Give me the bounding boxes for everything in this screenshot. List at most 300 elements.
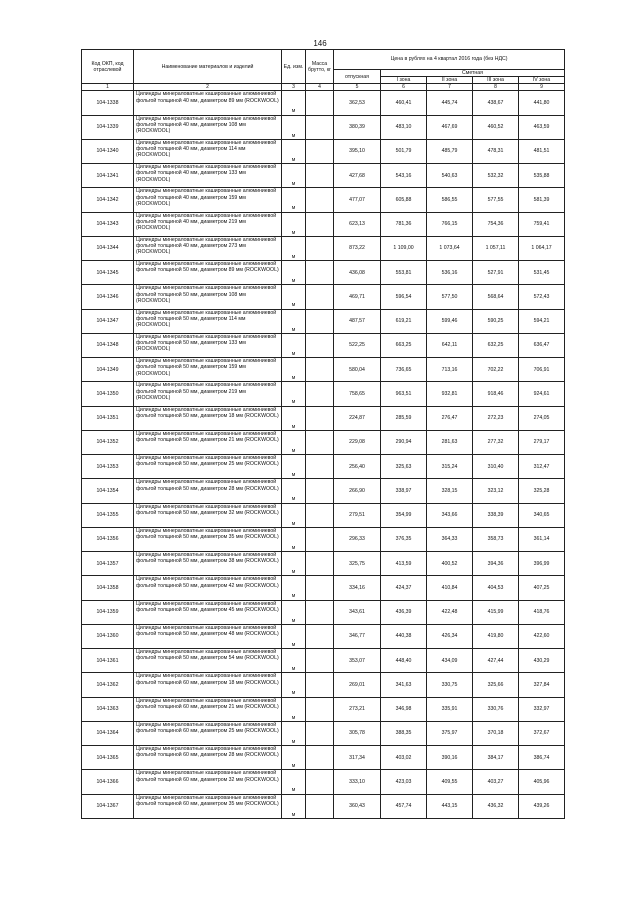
col-number: 5 [334,84,381,91]
cell-zone-3-price: 527,91 [473,261,519,285]
table-body [82,91,565,819]
cell-zone-3-price: 532,32 [473,164,519,188]
cell-zone-4-price: 572,43 [519,285,565,309]
cell-zone-3-price: 419,80 [473,624,519,648]
cell-zone-1-price: 483,10 [381,115,427,139]
cell-zone-1-price: 543,16 [381,164,427,188]
cell-zone-2-price: 577,50 [427,285,473,309]
table-row [82,600,565,624]
cell-zone-3-price: 358,73 [473,527,519,551]
header-estimate: Сметная [381,70,565,77]
cell-unit: м [282,624,306,648]
cell-zone-1-price: 290,94 [381,430,427,454]
cell-zone-2-price: 713,16 [427,358,473,382]
cell-name: Цилиндры минераловатные кашированные алюминиевой фольгой толщиной 40 мм, диаметром 159 мм (ROCKWOOL) [134,188,282,212]
cell-zone-3-price: 702,22 [473,358,519,382]
cell-zone-4-price: 332,97 [519,697,565,721]
cell-zone-4-price: 594,21 [519,309,565,333]
cell-zone-1-price: 423,03 [381,770,427,794]
cell-mass [306,188,334,212]
cell-mass [306,358,334,382]
cell-zone-1-price: 424,37 [381,576,427,600]
cell-code: 104-1352 [82,430,134,454]
page-number: 146 [313,39,327,48]
cell-zone-4-price: 386,74 [519,746,565,770]
cell-unit: м [282,188,306,212]
cell-name: Цилиндры минераловатные кашированные алюминиевой фольгой толщиной 60 мм, диаметром 21 мм (ROCKWOOL) [134,697,282,721]
table-row [82,697,565,721]
cell-mass [306,236,334,260]
cell-zone-2-price: 422,48 [427,600,473,624]
cell-code: 104-1358 [82,576,134,600]
cell-mass [306,285,334,309]
cell-zone-1-price: 501,79 [381,139,427,163]
cell-zone-2-price: 409,55 [427,770,473,794]
cell-wholesale-price: 362,53 [334,91,381,115]
cell-code: 104-1349 [82,358,134,382]
cell-name: Цилиндры минераловатные кашированные алюминиевой фольгой толщиной 60 мм, диаметром 28 мм (ROCKWOOL) [134,746,282,770]
cell-unit: м [282,600,306,624]
cell-mass [306,624,334,648]
cell-zone-2-price: 330,75 [427,673,473,697]
cell-zone-4-price: 531,45 [519,261,565,285]
cell-unit: м [282,455,306,479]
cell-zone-3-price: 427,44 [473,649,519,673]
cell-zone-1-price: 1 109,00 [381,236,427,260]
cell-zone-4-price: 312,47 [519,455,565,479]
price-table [81,49,565,819]
header-name: Наименование материалов и изделий [134,50,282,84]
cell-mass [306,649,334,673]
table-row [82,552,565,576]
cell-zone-2-price: 445,74 [427,91,473,115]
cell-mass [306,139,334,163]
cell-name: Цилиндры минераловатные кашированные алюминиевой фольгой толщиной 40 мм, диаметром 219 мм (ROCKWOOL) [134,212,282,236]
table-row [82,746,565,770]
cell-unit: м [282,164,306,188]
cell-zone-4-price: 430,29 [519,649,565,673]
cell-zone-2-price: 586,55 [427,188,473,212]
cell-unit: м [282,721,306,745]
cell-code: 104-1354 [82,479,134,503]
cell-code: 104-1350 [82,382,134,406]
table-row [82,406,565,430]
cell-code: 104-1366 [82,770,134,794]
cell-mass [306,261,334,285]
cell-wholesale-price: 395,10 [334,139,381,163]
cell-code: 104-1360 [82,624,134,648]
cell-code: 104-1341 [82,164,134,188]
cell-zone-4-price: 463,59 [519,115,565,139]
cell-zone-3-price: 310,40 [473,455,519,479]
cell-zone-1-price: 346,98 [381,697,427,721]
col-number: 4 [306,84,334,91]
cell-zone-2-price: 315,24 [427,455,473,479]
cell-zone-1-price: 963,51 [381,382,427,406]
cell-wholesale-price: 343,61 [334,600,381,624]
cell-name: Цилиндры минераловатные кашированные алюминиевой фольгой толщиной 50 мм, диаметром 54 мм (ROCKWOOL) [134,649,282,673]
cell-zone-1-price: 553,81 [381,261,427,285]
cell-mass [306,503,334,527]
cell-name: Цилиндры минераловатные кашированные алюминиевой фольгой толщиной 50 мм, диаметром 42 мм (ROCKWOOL) [134,576,282,600]
cell-code: 104-1367 [82,794,134,818]
cell-wholesale-price: 317,34 [334,746,381,770]
col-number: 7 [427,84,473,91]
cell-wholesale-price: 873,22 [334,236,381,260]
cell-unit: м [282,358,306,382]
cell-zone-1-price: 403,02 [381,746,427,770]
cell-zone-3-price: 384,17 [473,746,519,770]
cell-zone-2-price: 426,34 [427,624,473,648]
cell-unit: м [282,309,306,333]
cell-code: 104-1348 [82,333,134,357]
table-row [82,91,565,115]
col-number: 8 [473,84,519,91]
column-number-row [82,84,565,91]
cell-wholesale-price: 436,08 [334,261,381,285]
cell-zone-3-price: 568,64 [473,285,519,309]
cell-zone-4-price: 636,47 [519,333,565,357]
table-row [82,139,565,163]
cell-zone-3-price: 370,18 [473,721,519,745]
cell-unit: м [282,115,306,139]
cell-code: 104-1359 [82,600,134,624]
cell-wholesale-price: 380,39 [334,115,381,139]
cell-zone-3-price: 415,99 [473,600,519,624]
cell-code: 104-1357 [82,552,134,576]
cell-zone-1-price: 376,35 [381,527,427,551]
cell-zone-2-price: 343,66 [427,503,473,527]
cell-name: Цилиндры минераловатные кашированные алюминиевой фольгой толщиной 50 мм, диаметром 114 мм (ROCKWOOL) [134,309,282,333]
col-number: 2 [134,84,282,91]
cell-zone-2-price: 536,16 [427,261,473,285]
cell-unit: м [282,285,306,309]
cell-mass [306,794,334,818]
cell-zone-2-price: 932,81 [427,382,473,406]
table-row [82,358,565,382]
cell-name: Цилиндры минераловатные кашированные алюминиевой фольгой толщиной 60 мм, диаметром 32 мм (ROCKWOOL) [134,770,282,794]
cell-zone-4-price: 325,28 [519,479,565,503]
cell-zone-4-price: 481,51 [519,139,565,163]
cell-zone-3-price: 754,36 [473,212,519,236]
cell-zone-4-price: 396,99 [519,552,565,576]
cell-zone-3-price: 338,39 [473,503,519,527]
header-zone-3: III зона [473,77,519,84]
cell-zone-1-price: 325,63 [381,455,427,479]
cell-name: Цилиндры минераловатные кашированные алюминиевой фольгой толщиной 60 мм, диаметром 25 мм (ROCKWOOL) [134,721,282,745]
table-row [82,624,565,648]
cell-zone-2-price: 766,15 [427,212,473,236]
cell-zone-1-price: 354,99 [381,503,427,527]
cell-zone-1-price: 736,65 [381,358,427,382]
cell-wholesale-price: 427,68 [334,164,381,188]
cell-mass [306,115,334,139]
cell-mass [306,721,334,745]
header-code: Код ОКП, код отраслевой [82,50,134,84]
cell-wholesale-price: 256,40 [334,455,381,479]
cell-unit: м [282,576,306,600]
cell-mass [306,527,334,551]
cell-unit: м [282,697,306,721]
cell-name: Цилиндры минераловатные кашированные алюминиевой фольгой толщиной 40 мм, диаметром 108 мм (ROCKWOOL) [134,115,282,139]
cell-code: 104-1338 [82,91,134,115]
table-row [82,721,565,745]
cell-zone-4-price: 441,80 [519,91,565,115]
cell-zone-2-price: 328,15 [427,479,473,503]
cell-zone-3-price: 632,25 [473,333,519,357]
cell-zone-2-price: 390,16 [427,746,473,770]
cell-zone-3-price: 404,53 [473,576,519,600]
cell-zone-3-price: 436,32 [473,794,519,818]
cell-unit: м [282,91,306,115]
cell-zone-3-price: 478,31 [473,139,519,163]
cell-name: Цилиндры минераловатные кашированные алюминиевой фольгой толщиной 40 мм, диаметром 133 мм (ROCKWOOL) [134,164,282,188]
cell-unit: м [282,406,306,430]
cell-zone-2-price: 400,52 [427,552,473,576]
cell-zone-2-price: 642,11 [427,333,473,357]
cell-wholesale-price: 522,25 [334,333,381,357]
table-row [82,576,565,600]
cell-name: Цилиндры минераловатные кашированные алюминиевой фольгой толщиной 50 мм, диаметром 108 мм (ROCKWOOL) [134,285,282,309]
cell-mass [306,430,334,454]
cell-zone-2-price: 540,63 [427,164,473,188]
table-row [82,164,565,188]
cell-unit: м [282,139,306,163]
cell-code: 104-1363 [82,697,134,721]
header-zone-4: IV зона [519,77,565,84]
header-zone-1: I зона [381,77,427,84]
cell-zone-1-price: 781,36 [381,212,427,236]
table-row [82,455,565,479]
cell-code: 104-1364 [82,721,134,745]
cell-zone-1-price: 448,40 [381,649,427,673]
cell-zone-2-price: 281,63 [427,430,473,454]
cell-wholesale-price: 487,57 [334,309,381,333]
cell-zone-2-price: 364,33 [427,527,473,551]
cell-wholesale-price: 279,51 [334,503,381,527]
table-row [82,794,565,818]
cell-code: 104-1346 [82,285,134,309]
cell-unit: м [282,430,306,454]
cell-code: 104-1345 [82,261,134,285]
cell-zone-1-price: 605,88 [381,188,427,212]
table-row [82,503,565,527]
cell-name: Цилиндры минераловатные кашированные алюминиевой фольгой толщиной 50 мм, диаметром 159 мм (ROCKWOOL) [134,358,282,382]
cell-name: Цилиндры минераловатные кашированные алюминиевой фольгой толщиной 40 мм, диаметром 273 мм (ROCKWOOL) [134,236,282,260]
col-number: 6 [381,84,427,91]
cell-zone-1-price: 440,38 [381,624,427,648]
cell-zone-3-price: 918,46 [473,382,519,406]
header-unit: Ед. изм. [282,50,306,84]
table-row [82,212,565,236]
cell-code: 104-1340 [82,139,134,163]
table-row [82,236,565,260]
cell-wholesale-price: 333,10 [334,770,381,794]
cell-wholesale-price: 469,71 [334,285,381,309]
cell-name: Цилиндры минераловатные кашированные алюминиевой фольгой толщиной 40 мм, диаметром 89 мм (ROCKWOOL) [134,91,282,115]
cell-unit: м [282,503,306,527]
cell-zone-2-price: 467,69 [427,115,473,139]
cell-code: 104-1343 [82,212,134,236]
cell-wholesale-price: 758,65 [334,382,381,406]
cell-zone-3-price: 330,76 [473,697,519,721]
cell-mass [306,479,334,503]
cell-zone-1-price: 338,97 [381,479,427,503]
cell-zone-1-price: 285,59 [381,406,427,430]
cell-unit: м [282,746,306,770]
cell-name: Цилиндры минераловатные кашированные алюминиевой фольгой толщиной 50 мм, диаметром 89 мм (ROCKWOOL) [134,261,282,285]
cell-code: 104-1356 [82,527,134,551]
cell-zone-1-price: 436,39 [381,600,427,624]
cell-name: Цилиндры минераловатные кашированные алюминиевой фольгой толщиной 60 мм, диаметром 35 мм (ROCKWOOL) [134,794,282,818]
cell-name: Цилиндры минераловатные кашированные алюминиевой фольгой толщиной 60 мм, диаметром 18 мм (ROCKWOOL) [134,673,282,697]
cell-mass [306,309,334,333]
cell-zone-4-price: 279,17 [519,430,565,454]
cell-mass [306,91,334,115]
cell-zone-1-price: 388,35 [381,721,427,745]
cell-zone-1-price: 413,59 [381,552,427,576]
cell-zone-3-price: 590,25 [473,309,519,333]
cell-code: 104-1355 [82,503,134,527]
cell-zone-4-price: 340,65 [519,503,565,527]
cell-zone-4-price: 759,41 [519,212,565,236]
cell-unit: м [282,794,306,818]
col-number: 1 [82,84,134,91]
table-row [82,285,565,309]
cell-mass [306,164,334,188]
table-row [82,673,565,697]
table-row [82,333,565,357]
cell-code: 104-1339 [82,115,134,139]
cell-unit: м [282,527,306,551]
cell-zone-2-price: 434,09 [427,649,473,673]
cell-zone-4-price: 361,14 [519,527,565,551]
cell-name: Цилиндры минераловатные кашированные алюминиевой фольгой толщиной 50 мм, диаметром 18 мм (ROCKWOOL) [134,406,282,430]
header-mass: Масса брутто, кг [306,50,334,84]
cell-zone-4-price: 372,67 [519,721,565,745]
cell-wholesale-price: 580,04 [334,358,381,382]
cell-zone-1-price: 619,21 [381,309,427,333]
table-row [82,770,565,794]
header-zone-2: II зона [427,77,473,84]
cell-name: Цилиндры минераловатные кашированные алюминиевой фольгой толщиной 50 мм, диаметром 25 мм (ROCKWOOL) [134,455,282,479]
cell-zone-4-price: 274,05 [519,406,565,430]
table-row [82,115,565,139]
cell-wholesale-price: 353,07 [334,649,381,673]
cell-zone-3-price: 403,27 [473,770,519,794]
table-row [82,479,565,503]
cell-mass [306,552,334,576]
cell-code: 104-1365 [82,746,134,770]
cell-zone-4-price: 405,96 [519,770,565,794]
table-row [82,527,565,551]
col-number: 9 [519,84,565,91]
cell-wholesale-price: 224,87 [334,406,381,430]
cell-unit: м [282,236,306,260]
cell-zone-3-price: 1 057,11 [473,236,519,260]
cell-name: Цилиндры минераловатные кашированные алюминиевой фольгой толщиной 50 мм, диаметром 38 мм (ROCKWOOL) [134,552,282,576]
cell-zone-4-price: 924,61 [519,382,565,406]
cell-code: 104-1361 [82,649,134,673]
cell-zone-4-price: 1 064,17 [519,236,565,260]
col-number: 3 [282,84,306,91]
cell-mass [306,333,334,357]
cell-wholesale-price: 623,13 [334,212,381,236]
table-row [82,309,565,333]
cell-zone-3-price: 323,12 [473,479,519,503]
cell-zone-3-price: 460,52 [473,115,519,139]
cell-zone-4-price: 407,25 [519,576,565,600]
cell-zone-1-price: 460,41 [381,91,427,115]
cell-wholesale-price: 334,16 [334,576,381,600]
cell-zone-2-price: 1 073,64 [427,236,473,260]
cell-zone-4-price: 439,26 [519,794,565,818]
cell-unit: м [282,649,306,673]
cell-mass [306,746,334,770]
cell-unit: м [282,673,306,697]
cell-zone-4-price: 327,84 [519,673,565,697]
cell-name: Цилиндры минераловатные кашированные алюминиевой фольгой толщиной 50 мм, диаметром 133 мм (ROCKWOOL) [134,333,282,357]
header-wholesale: отпускная [334,70,381,84]
cell-zone-4-price: 535,88 [519,164,565,188]
table-row [82,261,565,285]
cell-code: 104-1353 [82,455,134,479]
cell-name: Цилиндры минераловатные кашированные алюминиевой фольгой толщиной 50 мм, диаметром 32 мм (ROCKWOOL) [134,503,282,527]
cell-code: 104-1344 [82,236,134,260]
cell-wholesale-price: 269,01 [334,673,381,697]
cell-zone-1-price: 596,54 [381,285,427,309]
cell-zone-3-price: 325,66 [473,673,519,697]
cell-zone-2-price: 276,47 [427,406,473,430]
cell-wholesale-price: 360,43 [334,794,381,818]
cell-wholesale-price: 346,77 [334,624,381,648]
cell-zone-1-price: 663,25 [381,333,427,357]
cell-unit: м [282,261,306,285]
cell-name: Цилиндры минераловатные кашированные алюминиевой фольгой толщиной 50 мм, диаметром 35 мм (ROCKWOOL) [134,527,282,551]
cell-unit: м [282,382,306,406]
cell-zone-3-price: 277,32 [473,430,519,454]
cell-zone-2-price: 375,97 [427,721,473,745]
cell-unit: м [282,479,306,503]
cell-mass [306,455,334,479]
cell-zone-4-price: 706,91 [519,358,565,382]
cell-zone-4-price: 418,76 [519,600,565,624]
cell-unit: м [282,212,306,236]
cell-unit: м [282,770,306,794]
cell-mass [306,673,334,697]
cell-wholesale-price: 477,07 [334,188,381,212]
cell-zone-3-price: 577,55 [473,188,519,212]
cell-zone-1-price: 341,63 [381,673,427,697]
cell-zone-2-price: 335,91 [427,697,473,721]
cell-zone-3-price: 394,36 [473,552,519,576]
table-row [82,382,565,406]
cell-mass [306,576,334,600]
cell-mass [306,212,334,236]
cell-zone-2-price: 410,84 [427,576,473,600]
cell-mass [306,406,334,430]
table-row [82,188,565,212]
cell-code: 104-1342 [82,188,134,212]
cell-mass [306,697,334,721]
cell-code: 104-1362 [82,673,134,697]
cell-mass [306,770,334,794]
cell-zone-3-price: 438,67 [473,91,519,115]
cell-name: Цилиндры минераловатные кашированные алюминиевой фольгой толщиной 50 мм, диаметром 45 мм (ROCKWOOL) [134,600,282,624]
cell-unit: м [282,552,306,576]
table-row [82,649,565,673]
cell-zone-2-price: 599,46 [427,309,473,333]
